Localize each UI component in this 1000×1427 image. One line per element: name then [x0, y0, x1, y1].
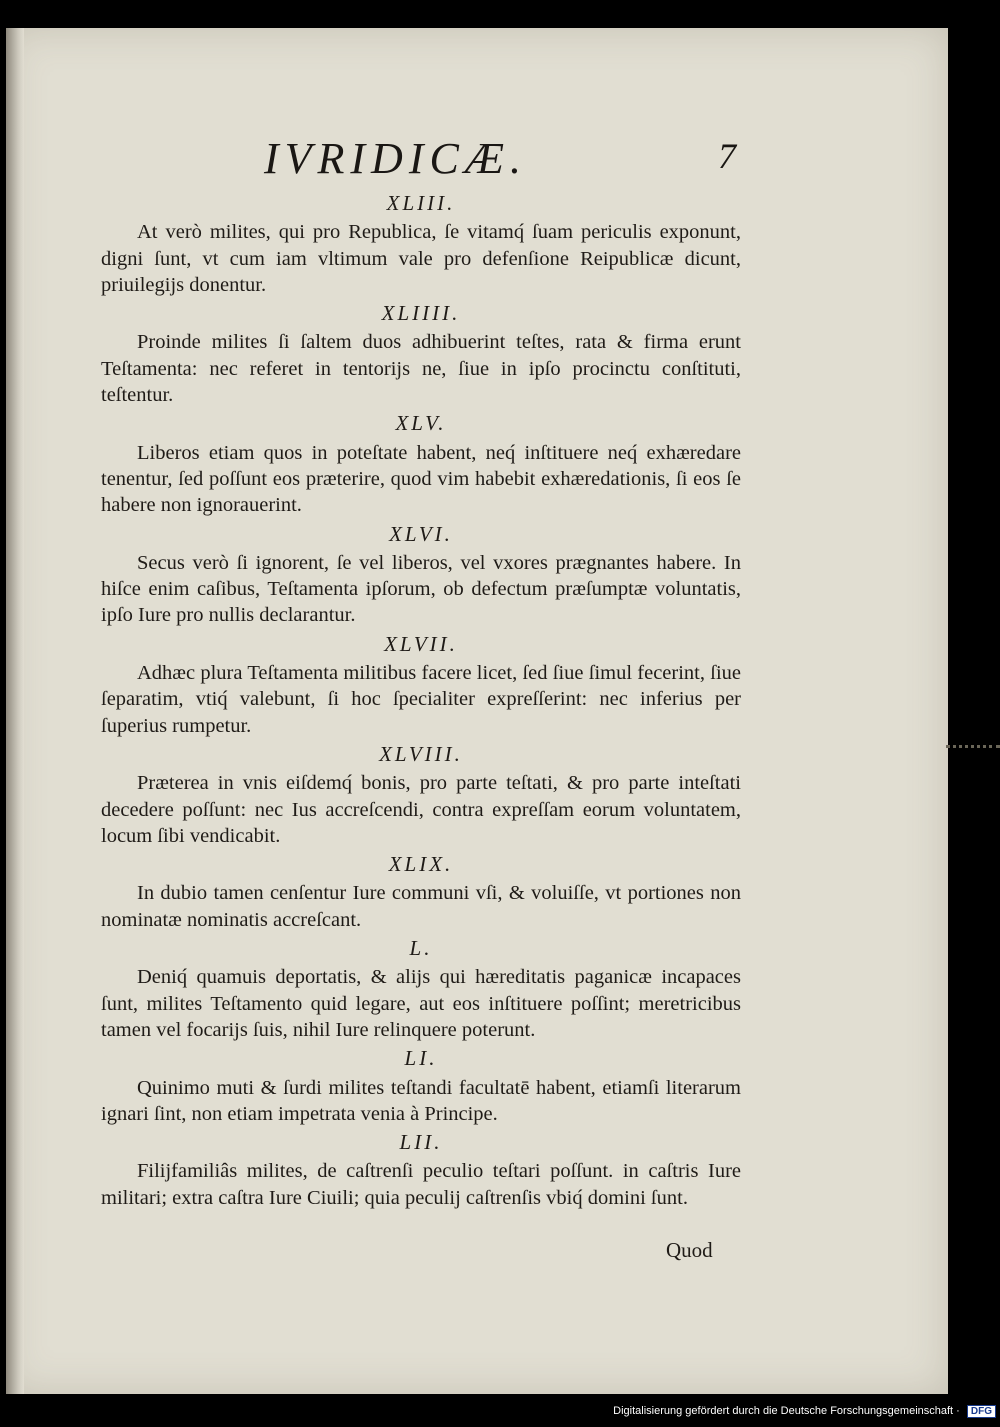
article-text: Proinde milites ſi ſaltem duos adhibuerint teſtes, rata & firma erunt Teſtamenta: nec referet in tentorijs ne, ſiue in ipſo procinctu conſtituti, teſtentur. — [101, 331, 741, 407]
page-number: 7 — [718, 136, 736, 176]
dfg-logo-icon: DFG — [967, 1405, 996, 1418]
article-50 — [101, 935, 741, 1043]
article-49 — [101, 851, 741, 933]
article-text: In dubio tamen cenſentur Iure communi vſi, & voluiſſe, vt portiones non nominatæ nominatis accreſcant. — [101, 882, 741, 931]
digitization-footer — [600, 1405, 1000, 1423]
article-43 — [101, 190, 741, 298]
article-48 — [101, 741, 741, 849]
page-binding-shadow — [6, 28, 24, 1394]
article-number: L. — [409, 936, 433, 961]
scan-edge-dots — [946, 745, 1000, 752]
article-46 — [101, 521, 741, 629]
article-52 — [101, 1129, 741, 1211]
article-47 — [101, 631, 741, 739]
article-51 — [101, 1045, 741, 1127]
article-text: Adhæc plura Teſtamenta militibus facere licet, ſed ſiue ſimul fecerint, ſiue ſeparatim, vtiq́ valebunt, ſi hoc ſpecialiter expreſſerint: nec inferius per ſuperius rumpetur. — [101, 662, 741, 737]
article-text: Deniq́ quamuis deportatis, & alijs qui hæreditatis paganicæ incapaces ſunt, milites Teſtamento quid legare, aut eos inſtituere poſſint; meretricibus tamen vel focarijs ſuis, nihil Iure relinquere poterunt. — [101, 966, 741, 1041]
catchword: Quod — [666, 1238, 713, 1262]
article-number: XLV. — [395, 411, 447, 436]
article-number: LI. — [404, 1046, 438, 1071]
article-number: XLVI. — [389, 521, 453, 546]
article-text: Liberos etiam quos in poteſtate habent, neq́ inſtituere neq́ exhæredare tenentur, ſed poſſunt eos præterire, quod vim habebit exhæredationis, ſi eos ſe habere non ignorauerint. — [101, 441, 741, 517]
article-text: At verò milites, qui pro Republica, ſe vitamq́ ſuam periculis exponunt, digni ſunt, vt cum iam vltimum vale pro defenſione Reipublicæ dicunt, priuilegijs donentur. — [101, 221, 741, 296]
article-number: XLVIII. — [379, 741, 463, 766]
article-number: LII. — [399, 1130, 443, 1155]
article-44 — [101, 300, 741, 408]
article-number: XLIII. — [386, 191, 456, 215]
article-number: XLIIII. — [381, 301, 461, 326]
running-title: IVRIDICÆ. — [264, 134, 527, 183]
text-body — [101, 188, 741, 1211]
article-text: Præterea in vnis eiſdemq́ bonis, pro parte teſtati, & pro parte inteſtati decedere poſſunt: nec Ius accreſcendi, contra expreſſam eorum voluntatem, locum ſibi vendicabit. — [101, 772, 741, 847]
article-text: Filijfamiliâs milites, de caſtrenſi peculio teſtari poſſunt. in caſtris Iure militari; extra caſtra Iure Ciuili; quia peculij caſtrenſis vbiq́ domini ſunt. — [101, 1160, 741, 1209]
funding-credit: Digitalisierung gefördert durch die Deutsche Forschungsgemeinschaft · — [613, 1405, 960, 1417]
article-number: XLIX. — [388, 852, 454, 877]
article-45 — [101, 410, 741, 518]
article-text: Secus verò ſi ignorent, ſe vel liberos, vel vxores prægnantes habere. In hiſce enim caſibus, Teſtamenta ipſorum, ob defectum præſumptæ voluntatis, ipſo Iure pro nullis declarantur. — [101, 551, 741, 627]
article-number: XLVII. — [384, 631, 458, 656]
page-header — [6, 133, 948, 193]
article-text: Quinimo muti & ſurdi milites teſtandi facultatē habent, etiamſi literarum ignari ſint, non etiam impetrata venia à Principe. — [101, 1076, 741, 1125]
book-page — [6, 28, 948, 1394]
